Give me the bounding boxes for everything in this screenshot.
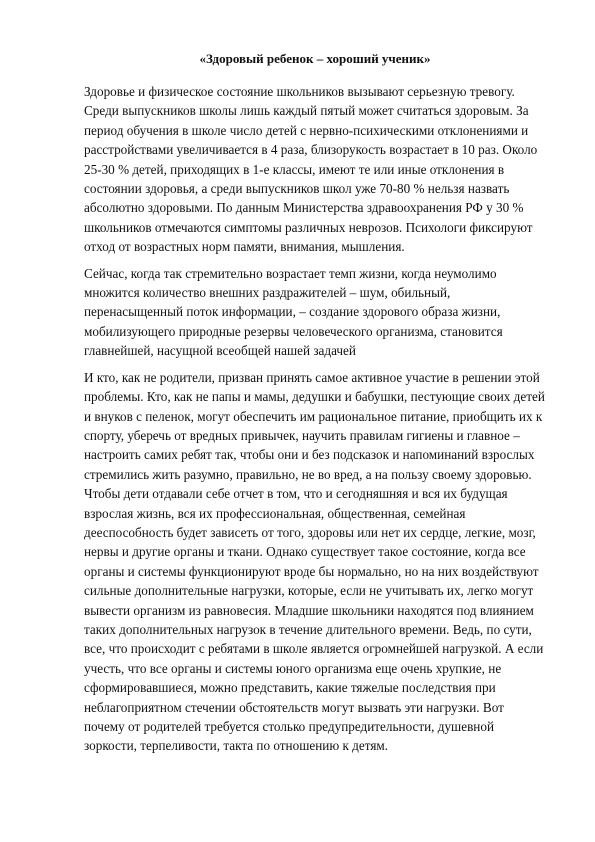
document-title: «Здоровый ребенок – хороший ученик» [199, 51, 431, 66]
document-page [84, 50, 546, 763]
paragraph-healthy-lifestyle: Сейчас, когда так стремительно возрастает темп жизни, когда неумолимо множится количество внешних раздражителей – шум, обильный, перенасыщенный поток информации, – создание здорового образа жизни, мобилизующего природные резервы человеческого организма, становится главнейшей, насущной всеобщей нашей задачей [84, 265, 503, 359]
paragraph-health-statistics: Здоровье и физическое состояние школьников вызывают серьезную тревогу. Среди выпускников школы лишь каждый пятый может считаться здоровым. За период обучения в школе число детей с нервно-психическими отклонениями и расстройствами увеличивается в 4 раза, близорукость возрастает в 10 раз. Около 25-30 % детей, приходящих в 1-е классы, имеют те или иные отклонения в состоянии здоровья, а среди выпускников школ уже 70-80 % нельзя назвать абсолютно здоровыми. По данным Министерства здравоохранения РФ у 30 % школьников отмечаются симптомы различных неврозов. Психологи фиксируют отход от возрастных норм памяти, внимания, мышления. [84, 84, 538, 255]
paragraph-parents-role: И кто, как не родители, призван принять самое активное участие в решении этой проблемы. Кто, как не папы и мамы, дедушки и бабушки, пестующие своих детей и внуков с пеленок, могут обеспечить им рациональное питание, приобщить их к спорту, уберечь от вредных привычек, научить правилам гигиены и главное – настроить самих ребят так, чтобы они и без подсказок и напоминаний взрослых стремились жить разумно, правильно, не во вред, а на пользу своему здоровью. Чтобы дети отдавали себе отчет в том, что и сегодняшняя и вся их будущая взрослая жизнь, вся их профессиональная, общественная, семейная дееспособность будет зависеть от того, здоровы или нет их сердце, легкие, мозг, нервы и другие органы и ткани. Однако существует такое состояние, когда все органы и системы функционируют вроде бы нормально, но на них воздействуют сильные дополнительные нагрузки, которые, если не учитывать их, легко могут вывести организм из равновесия. Младшие школьники находятся под влиянием таких дополнительных нагрузок в течение длительного времени. Ведь, по сути, все, что происходит с ребятами в школе является огромнейшей нагрузкой. А если учесть, что все органы и системы юного организма еще очень хрупкие, не сформировавшиеся, можно представить, какие тяжелые последствия при неблагоприятном стечении обстоятельств могут вызвать эти нагрузки. Вот почему от родителей требуется столько предупредительности, душевной зоркости, терпеливости, такта по отношению к детям. [84, 369, 545, 754]
